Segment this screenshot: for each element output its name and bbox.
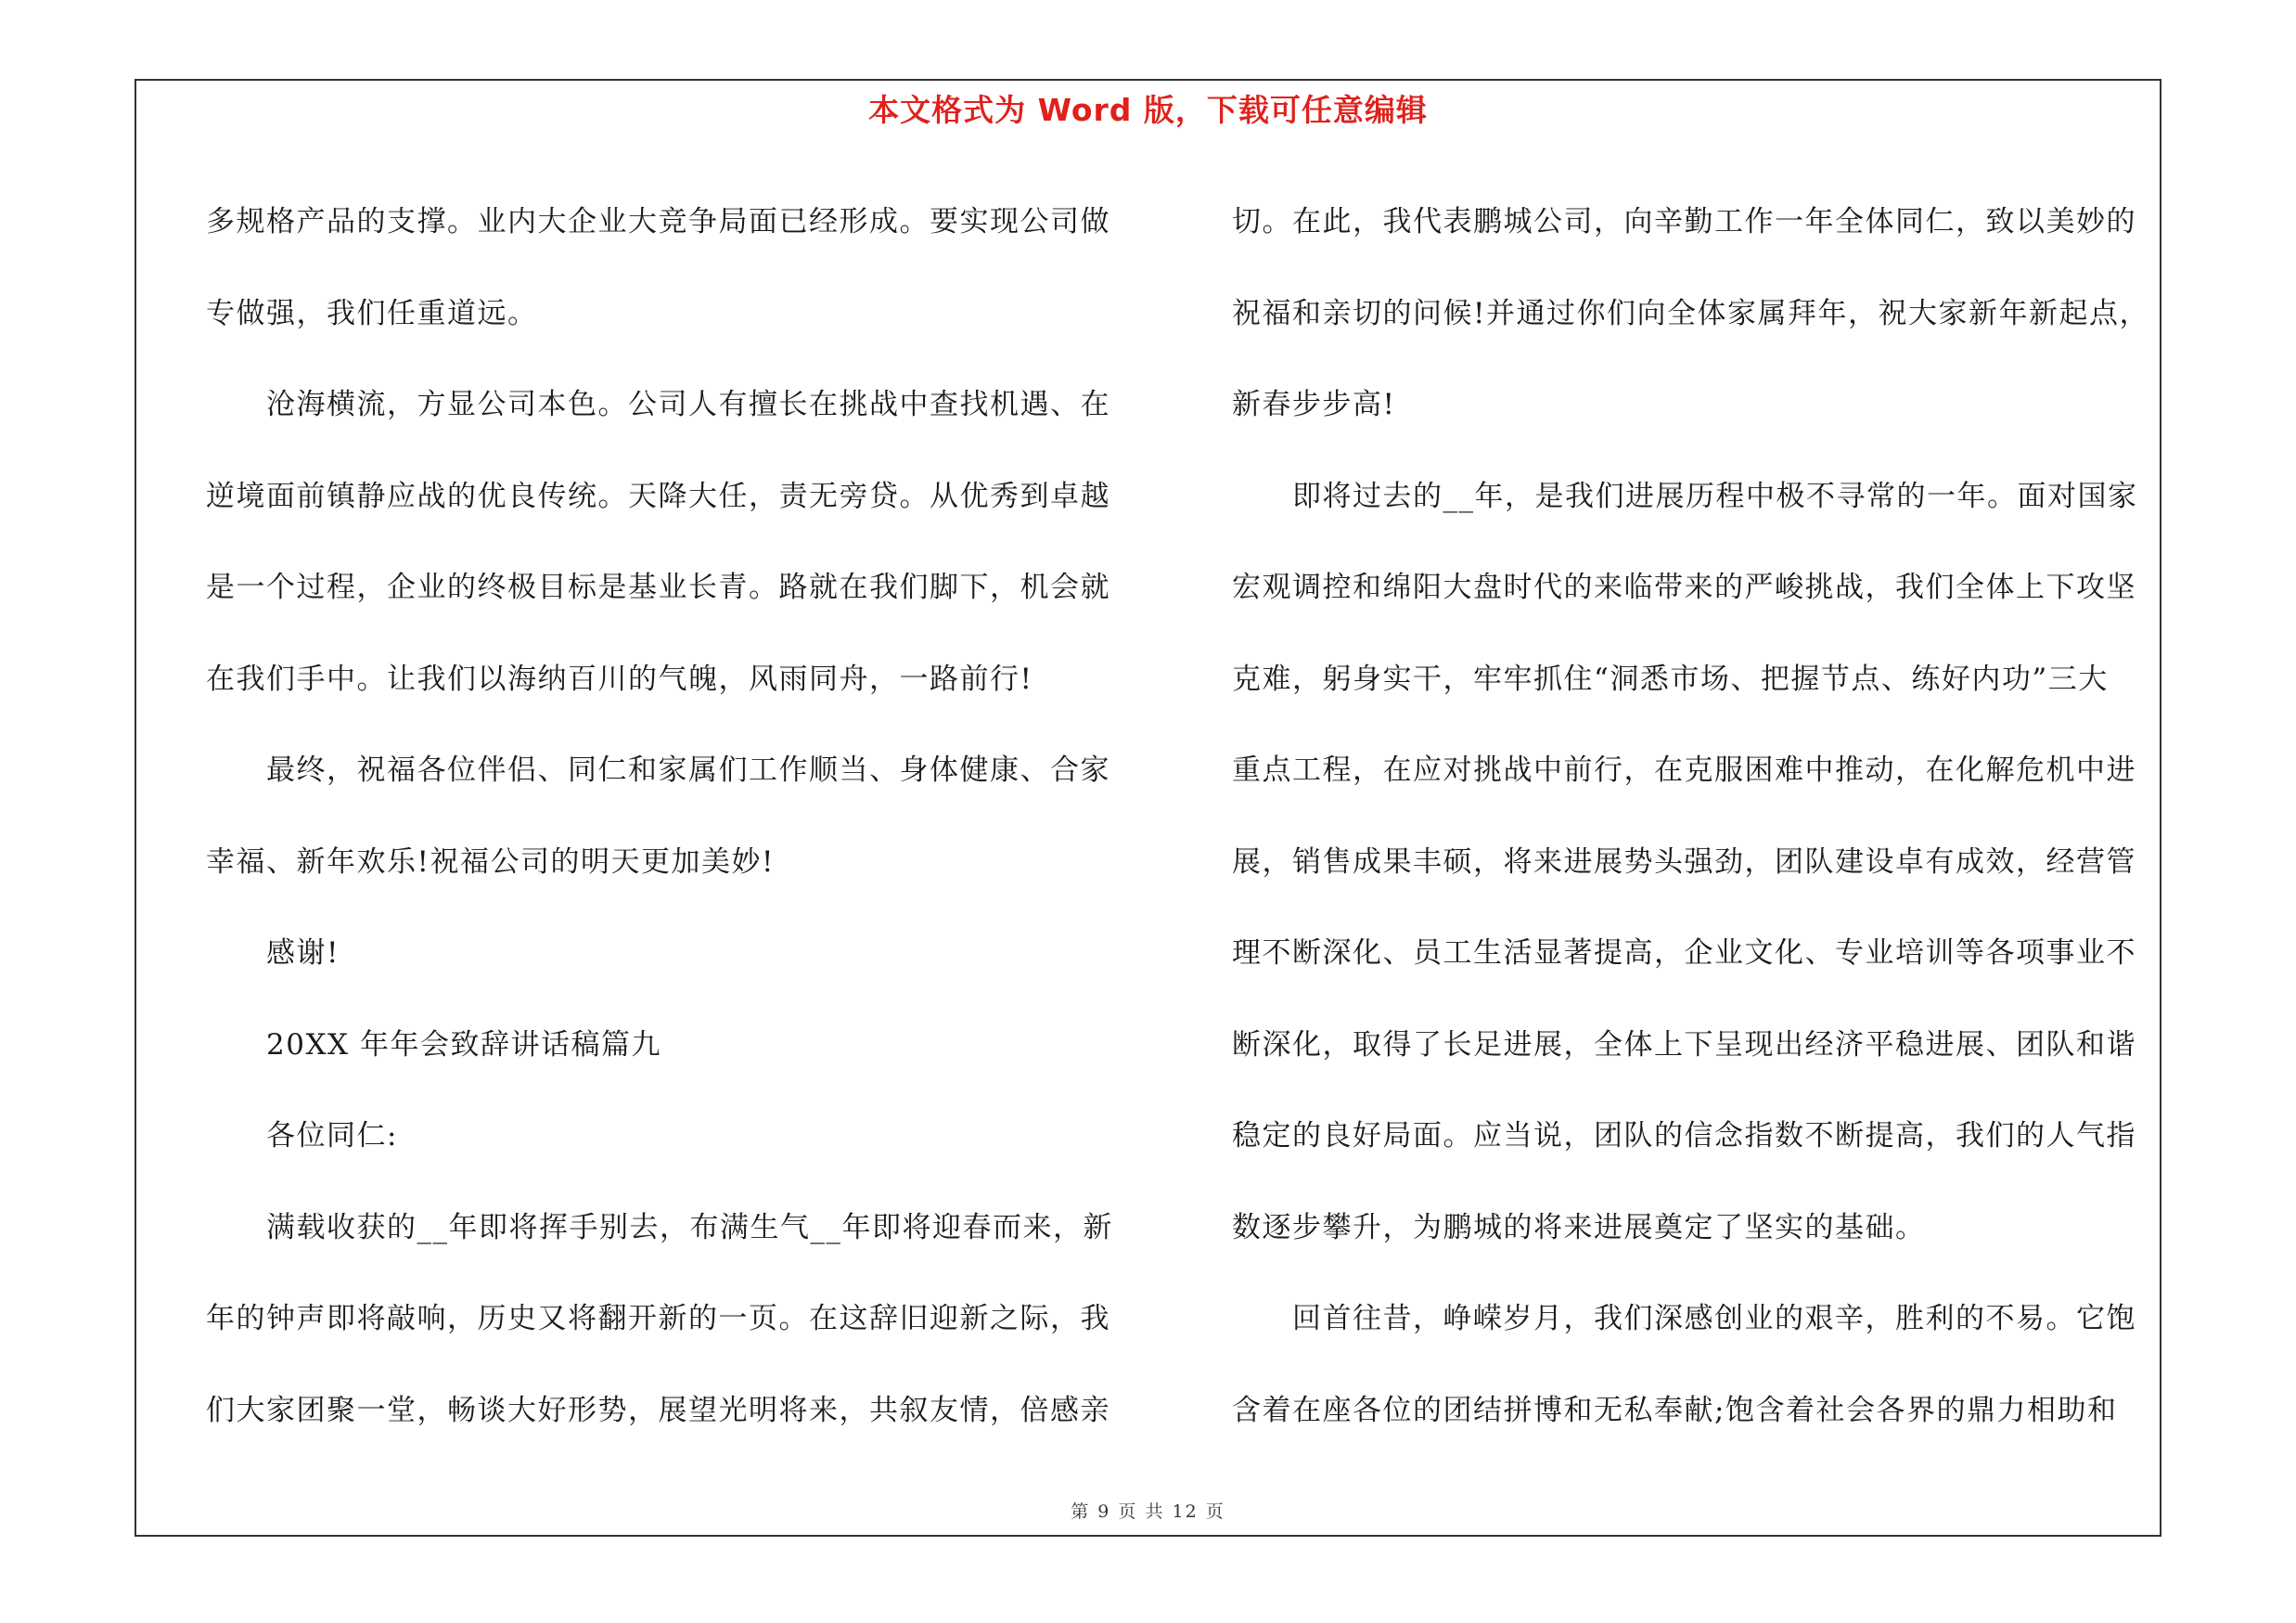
text-line: 沧海横流，方显公司本色。公司人有擅长在挑战中查找机遇、在 — [266, 388, 1110, 421]
text-line: 数逐步攀升，为鹏城的将来进展奠定了坚实的基础。 — [1232, 1210, 1926, 1244]
text-line: 年的钟声即将敲响，历史又将翻开新的一页。在这辞旧迎新之际，我 — [206, 1302, 1110, 1335]
text-line: 理不断深化、员工生活显著提高，企业文化、专业培训等各项事业不 — [1232, 936, 2136, 970]
text-line: 展，销售成果丰硕，将来进展势头强劲，团队建设卓有成效，经营管 — [1232, 844, 2136, 879]
text-line: 祝福和亲切的问候!并通过你们向全体家属拜年，祝大家新年新起点， — [1232, 296, 2149, 330]
text-line: 逆境面前镇静应战的优良传统。天降大任，责无旁贷。从优秀到卓越 — [206, 479, 1110, 513]
text-line: 20XX 年年会致辞讲话稿篇九 — [266, 1027, 661, 1062]
text-line: 切。在此，我代表鹏城公司，向辛勤工作一年全体同仁，致以美妙的 — [1232, 205, 2136, 238]
text-line: 回首往昔，峥嵘岁月，我们深感创业的艰辛，胜利的不易。它饱 — [1292, 1302, 2136, 1335]
text-line: 是一个过程，企业的终极目标是基业长青。路就在我们脚下，机会就 — [206, 571, 1110, 604]
right-text-column — [1232, 176, 2156, 1456]
text-line: 克难，躬身实干，牢牢抓住“洞悉市场、把握节点、练好内功”三大 — [1232, 662, 2109, 696]
text-line: 各位同仁: — [266, 1119, 398, 1153]
word-format-banner: 本文格式为 Word 版，下载可任意编辑 — [868, 92, 1428, 128]
text-line: 最终，祝福各位伴侣、同仁和家属们工作顺当、身体健康、合家 — [266, 754, 1110, 787]
text-line: 新春步步高! — [1232, 388, 1396, 421]
text-line: 含着在座各位的团结拼博和无私奉献;饱含着社会各界的鼎力相助和 — [1232, 1393, 2118, 1427]
text-line: 满载收获的__年即将挥手别去，布满生气__年即将迎春而来，新 — [266, 1210, 1113, 1244]
text-line: 多规格产品的支撑。业内大企业大竞争局面已经形成。要实现公司做 — [206, 205, 1110, 238]
text-line: 断深化，取得了长足进展，全体上下呈现出经济平稳进展、团队和谐 — [1232, 1027, 2136, 1062]
text-line: 感谢! — [266, 936, 340, 970]
text-line: 幸福、新年欢乐!祝福公司的明天更加美妙! — [206, 844, 775, 879]
left-text-column — [206, 176, 1124, 1456]
text-line: 们大家团聚一堂，畅谈大好形势，展望光明将来，共叙友情，倍感亲 — [206, 1393, 1110, 1427]
text-line: 在我们手中。让我们以海纳百川的气魄，风雨同舟，一路前行! — [206, 662, 1033, 696]
text-line: 专做强，我们任重道远。 — [206, 296, 538, 330]
page-number: 第 9 页 共 12 页 — [1071, 1501, 1225, 1522]
text-line: 稳定的良好局面。应当说，团队的信念指数不断提高，我们的人气指 — [1232, 1119, 2136, 1153]
text-line: 即将过去的__年，是我们进展历程中极不寻常的一年。面对国家 — [1292, 479, 2138, 513]
text-line: 宏观调控和绵阳大盘时代的来临带来的严峻挑战，我们全体上下攻坚 — [1232, 571, 2136, 604]
text-line: 重点工程，在应对挑战中前行，在克服困难中推动，在化解危机中进 — [1232, 754, 2136, 787]
